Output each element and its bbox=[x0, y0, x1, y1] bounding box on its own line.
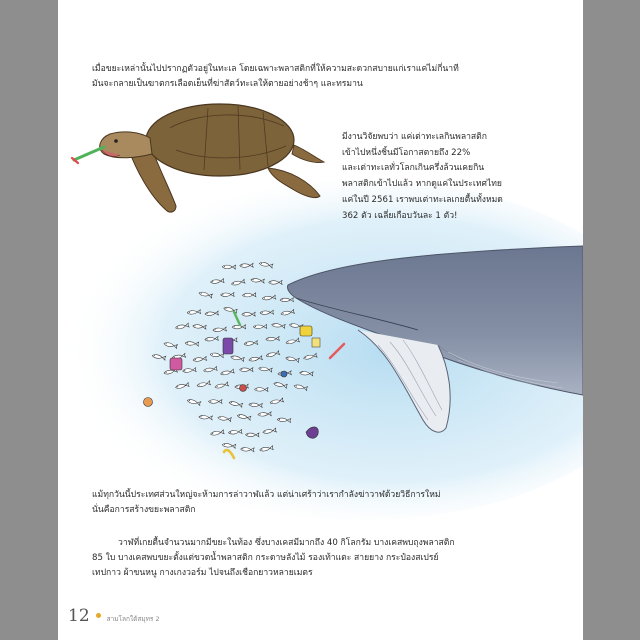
stranded-line: วาฬที่เกยตื้นจำนวนมากมีขยะในท้อง ซึ่งบางเคสมีมากถึง 40 กิโลกรัม บางเคสพบถุงพลาสติก bbox=[118, 538, 455, 548]
fact-line: 362 ตัว เฉลี่ยเกือบวันละ 1 ตัว! bbox=[342, 210, 458, 221]
stranded-line: 85 ใบ บางเคสพบขยะตั้งแต่ขวดน้ำพลาสติก กระดาษลังไม้ รองเท้าแตะ สายยาง กระป๋องสเปรย์ bbox=[92, 553, 439, 563]
intro-paragraph bbox=[92, 62, 459, 92]
stranded-line: เทปกาว ผ้าขนหนู กางเกงวอร์ม ไปจนถึงเชือกยาวหลายเมตร bbox=[92, 568, 313, 578]
page-number: 12 bbox=[68, 606, 90, 626]
fact-line: พลาสติกเข้าไปแล้ว หากดูแค่ในประเทศไทย bbox=[342, 179, 502, 190]
turtle-fact-text bbox=[342, 130, 503, 224]
fact-line: และเต่าทะเลทั่วโลกเกินครึ่งล้วนเคยกิน bbox=[342, 163, 485, 174]
page-footer bbox=[68, 606, 160, 626]
intro-line: เมื่อขยะเหล่านั้นไปปรากฏตัวอยู่ในทะเล โดยเฉพาะพลาสติกที่ให้ความสะดวกสบายแก่เราแค่ไม่กี่นาที bbox=[92, 64, 459, 74]
book-title: สามโลกใต้สมุทร 2 bbox=[106, 615, 160, 623]
bullet-dot-icon bbox=[96, 613, 101, 618]
whaling-paragraph bbox=[92, 488, 441, 518]
intro-line: มันจะกลายเป็นฆาตกรเลือดเย็นที่ฆ่าสัตว์ทะเลให้ตายอย่างช้าๆ และทรมาน bbox=[92, 79, 363, 89]
whaling-line: แม้ทุกวันนี้ประเทศส่วนใหญ่จะห้ามการล่าวาฬแล้ว แต่น่าเศร้าว่าเรากำลังฆ่าวาฬด้วยวิธีการใหม่ bbox=[92, 490, 441, 500]
fact-line: เข้าไปหนึ่งชิ้นมีโอกาสตายถึง 22% bbox=[342, 147, 471, 158]
fact-line: มีงานวิจัยพบว่า แค่เต่าทะเลกินพลาสติก bbox=[342, 132, 487, 142]
book-page bbox=[58, 0, 583, 640]
stranded-whale-paragraph bbox=[92, 536, 455, 581]
whaling-line: นั่นคือการสร้างขยะพลาสติก bbox=[92, 505, 196, 515]
fact-line: แค่ในปี 2561 เราพบเต่าทะเลเกยตื้นทั้งหมด bbox=[342, 194, 503, 205]
